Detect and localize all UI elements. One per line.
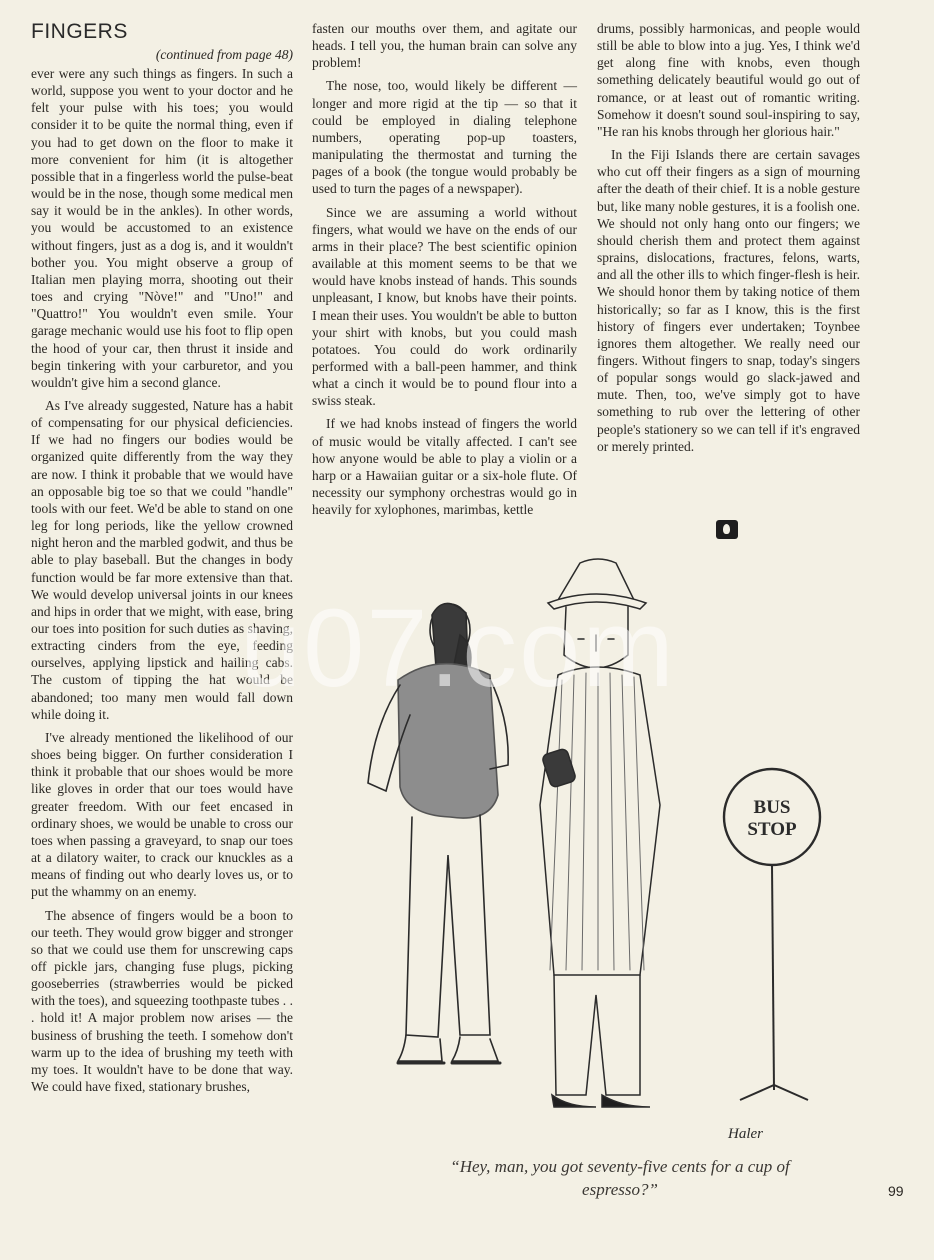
cartoon-illustration bbox=[340, 555, 850, 1155]
sign-line-1: BUS bbox=[753, 797, 791, 818]
paragraph: As I've already suggested, Nature has a habit of compensating for our physical deficiencies. If we had no fingers our bodies would be organized quite differently from the way they are now. I think it probable that we would have an opposable big toe so that we could "handle" tools with our feet. We'd be able to stand on one leg for long periods, like the yellow crowned night heron and the marbled godwit, and thus be able to play baseball. But the changes in body function would be far more extensive than that. We would develop universal joints in our knees and hips in order that we might, with ease, bring our toes into position for such duties as shaving, extracting cinders from the eye, feeding ourselves, applying lipstick and hailing cabs. The custom of tipping the hat would be abandoned; too many men would fall down while doing it. bbox=[31, 397, 293, 722]
page-number: 99 bbox=[888, 1183, 904, 1199]
paragraph: The nose, too, would likely be different — longer and more rigid at the tip — so that it could be employed in dialing telephone numbers, operating pop-up toasters, manipulating the thermostat and turning the pages of a book (the tongue would probably be used to turn the pages of a newspaper). bbox=[312, 78, 577, 197]
beatnik-figure bbox=[368, 603, 508, 1063]
paragraph: I've already mentioned the likelihood of our shoes being bigger. On further consideration I think it probable that our shoes would be more like gloves in order that our toes would have greater freedom. With our feet encased in ordinary shoes, we would be unable to cross our toes when passing a graveyard, to snap our toes at a dilatory waiter, to crack our knuckles as a means of finding out who dearly loves us, or to put the whammy on an enemy. bbox=[31, 729, 293, 900]
paragraph: In the Fiji Islands there are certain savages who cut off their fingers as a sign of mourning after the death of their chief. It is a noble gesture but, like many noble gestures, it is a foolish one. We should not only hang onto our fingers; we should cherish them and protect them against sprains, dislocations, fractures, felons, warts, and all the other ills to which finger-flesh is heir. We should honor them by taking notice of them historically; so far as I know, this is the first history of fingers ever undertaken; Toynbee ignores them altogether. We really need our fingers. Without fingers to snap, today's singers of popular songs would go slack-jawed and mute. Then, too, we've simply got to have something to rub over the lettering of other people's stationery so we can tell if it's engraved or merely printed. bbox=[597, 147, 860, 454]
text-column-1 bbox=[31, 65, 293, 1101]
watermark: u07.com bbox=[240, 587, 676, 710]
paragraph: The absence of fingers would be a boon to our teeth. They would grow bigger and stronger so that we could use them for unscrewing caps off pickle jars, changing fuse plugs, picking gooseberries (strawberries would be picked with the toes), and squeezing toothpaste tubes . . . hold it! A major problem now arises — the business of brushing the teeth. I somehow don't warm up to the idea of brushing my teeth with my toes. It wouldn't have to be done that way. We could have fixed, stationary brushes, bbox=[31, 907, 293, 1095]
paragraph: drums, possibly harmonicas, and people would still be able to blow into a jug. Yes, I think we'd get along fine with knobs, even though something delicately beautiful would go out of romance, or at least out of romantic writing. Somehow it doesn't sound soul-inspiring to say, "He ran his knobs through her glorious hair." bbox=[597, 21, 860, 139]
paragraph: Since we are assuming a world without fingers, what would we have on the ends of our arms in their place? The best scientific opinion available at this moment seems to be that we would have knobs instead of hands. This sounds unpleasant, I know, but knobs have their points. I mean their uses. You wouldn't be able to button your shirt with knobs, but you could mash potatoes. You could do work ordinarily performed with a ball-peen hammer, and think what a cinch it would be to pound flour into a swiss steak. bbox=[312, 204, 577, 409]
bus-stop-sign bbox=[724, 769, 820, 1100]
paragraph: fasten our mouths over them, and agitate our heads. I tell you, the human brain can solve any problem! bbox=[312, 21, 577, 71]
sign-line-2: STOP bbox=[747, 819, 797, 840]
end-mark-icon bbox=[716, 520, 738, 539]
text-column-2 bbox=[312, 20, 577, 524]
paragraph: If we had knobs instead of fingers the world of music would be vitally affected. I can't see how anyone would be able to play a violin or a harp or a Hawaiian guitar or a six-hole flute. Of necessity our symphony orchestras would go in heavily for xylophones, marimbas, kettle bbox=[312, 416, 577, 518]
suited-man-figure bbox=[540, 559, 660, 1107]
article-title: FINGERS bbox=[31, 20, 128, 43]
continued-note: (continued from page 48) bbox=[155, 47, 293, 62]
cartoon-caption: “Hey, man, you got seventy-five cents for a cup of espresso?” bbox=[450, 1157, 790, 1199]
text-column-3 bbox=[597, 20, 860, 461]
artist-signature: Haler bbox=[728, 1126, 763, 1142]
paragraph: ever were any such things as fingers. In such a world, suppose you went to your doctor and he felt your pulse with his toes; you would consider it to be quite the normal thing, even if you had to get down on the floor to make it more convenient for him (it is altogether possible that in a fingerless world the pulse-beat would be in the nose, though some medical men say it would be in the ankles). In other words, you would be accustomed to an existence without fingers, just as a dog is, and it wouldn't bother you. You might observe a group of Italian men playing morra, shooting out their toes and crying "Nòve!" and "Uno!" and "Quattro!" You wouldn't even smile. Your garage mechanic would use his foot to flip open the hood of your car, then thrust it inside and begin tinkering with your carburetor, and you wouldn't give him a second glance. bbox=[31, 66, 293, 390]
